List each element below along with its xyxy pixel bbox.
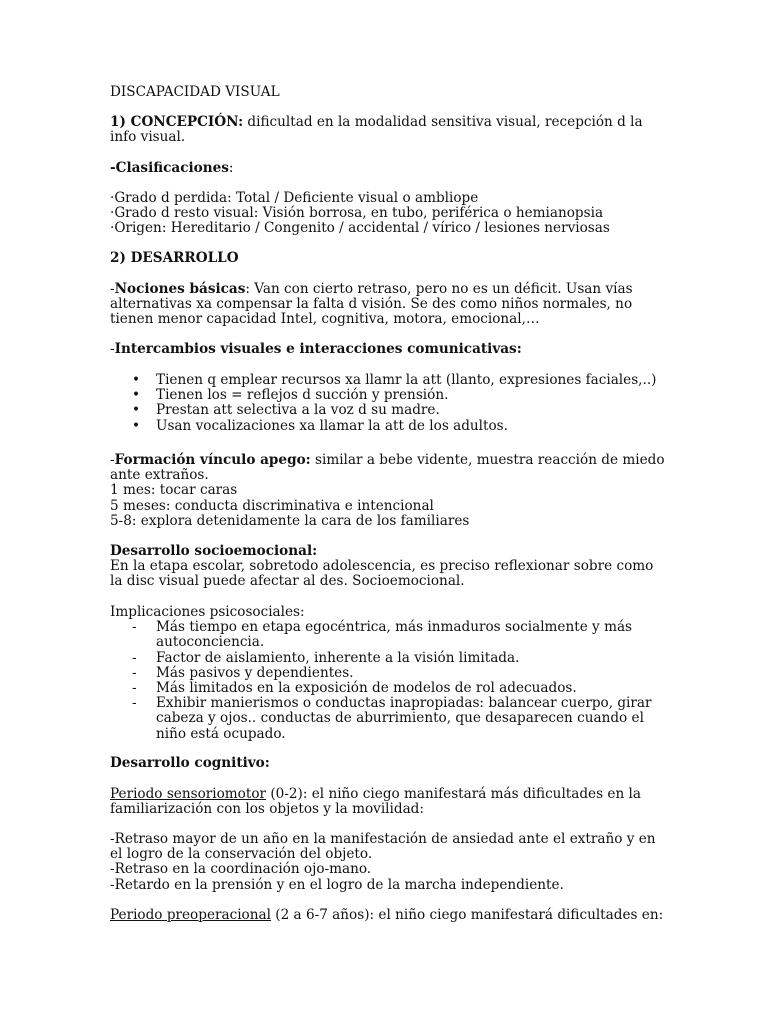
intercambios-prefix: - [110,341,115,357]
apego-paragraph [110,453,670,483]
nociones-text: : Van con cierto retraso, pero no es un déficit. Usan vías alternativas xa compensar la falta d visión. Se des como niños normales, no tienen menor capacidad Intel, cognitiva, motora, emocional,… [110,281,633,328]
desarrollo-heading [110,251,670,266]
socioemocional-heading: Desarrollo socioemocional: [110,543,318,559]
list-item: - Más tiempo en etapa egocéntrica, más inmaduros socialmente y más autoconciencia. [110,620,670,650]
clasificaciones-item: ·Grado d resto visual: Visión borrosa, en tubo, periférica o hemianopsia [110,205,604,222]
list-item: - Factor de aislamiento, inherente a la visión limitada. [110,651,670,666]
clasificaciones-item: ·Origen: Hereditario / Congenito / accidental / vírico / lesiones nerviosas [110,220,610,237]
sensoriomotor-text: (0-2): el niño ciego manifestará más dificultades en la familiarización con los objetos y la movilidad: [110,786,641,818]
socioemocional-section [110,544,670,590]
desarrollo-heading-text: 2) DESARROLLO [110,250,239,266]
implicaciones-heading: Implicaciones psicosociales: [110,604,305,620]
implicaciones-list [110,620,670,742]
preoperacional-heading: Periodo preoperacional [110,907,271,923]
clasificaciones-list [110,191,670,237]
preoperacional-paragraph [110,908,670,923]
sensoriomotor-line: -Retraso mayor de un año en la manifestación de ansiedad ante el extraño y en el logro de la conservación del objeto. [110,831,656,863]
intercambios-heading-line [110,342,670,357]
sensoriomotor-paragraph [110,787,670,817]
cognitivo-heading: Desarrollo cognitivo: [110,755,270,771]
sensoriomotor-line: -Retardo en la prensión y en el logro de la marcha independiente. [110,876,564,893]
sensoriomotor-heading: Periodo sensoriomotor [110,786,267,802]
apego-heading: Formación vínculo apego: [114,452,311,468]
list-item: • Tienen q emplear recursos xa llamr la att (llanto, expresiones faciales,..) [110,373,670,388]
list-item: - Más pasivos y dependientes. [110,666,670,681]
list-item: • Usan vocalizaciones xa llamar la att de los adultos. [110,419,670,434]
clasificaciones-heading-line [110,161,670,176]
apego-line: 5-8: explora detenidamente la cara de los familiares [110,512,470,529]
clasificaciones-colon: : [228,160,234,176]
apego-prefix: - [110,452,115,468]
concepcion-text: dificultad en la modalidad sensitiva visual, recepción d la info visual. [110,114,643,146]
sensoriomotor-list [110,832,670,893]
document-title: DISCAPACIDAD VISUAL [110,84,280,100]
list-item: • Prestan att selectiva a la voz d su madre. [110,403,670,418]
list-item: - Más limitados en la exposición de modelos de rol adecuados. [110,681,670,696]
nociones-paragraph [110,282,670,328]
concepcion-heading: 1) CONCEPCIÓN: [110,114,244,130]
sensoriomotor-line: -Retraso en la coordinación ojo-mano. [110,861,372,878]
apego-section [110,453,670,529]
clasificaciones-heading: -Clasificaciones [110,160,229,176]
clasificaciones-item: ·Grado d perdida: Total / Deficiente visual o ambliope [110,190,479,206]
preoperacional-text: (2 a 6-7 años): el niño ciego manifestará dificultades en: [270,907,664,923]
intercambios-list [110,373,670,434]
apego-line: 1 mes: tocar caras [110,482,238,499]
nociones-heading: Nociones básicas [114,281,246,297]
list-item: - Exhibir manierismos o conductas inapropiadas: balancear cuerpo, girar cabeza y ojos.. conductas de aburrimiento, que desaparecen cuando el niño está ocupado. [110,696,670,742]
socioemocional-text: En la etapa escolar, sobretodo adolescencia, es preciso reflexionar sobre como la disc visual puede afectar al des. Socioemocional. [110,558,654,590]
cognitivo-heading-line [110,756,670,771]
apego-line: 5 meses: conducta discriminativa e intencional [110,497,434,514]
list-item: • Tienen los = reflejos d succión y prensión. [110,388,670,403]
apego-text: similar a bebe vidente, muestra reacción de miedo ante extraños. [110,452,665,484]
intercambios-heading: Intercambios visuales e interacciones comunicativas: [114,341,522,357]
socioemocional-heading-line [110,544,670,559]
concepcion-paragraph [110,115,670,145]
nociones-prefix: - [110,281,115,297]
implicaciones-section [110,605,670,742]
